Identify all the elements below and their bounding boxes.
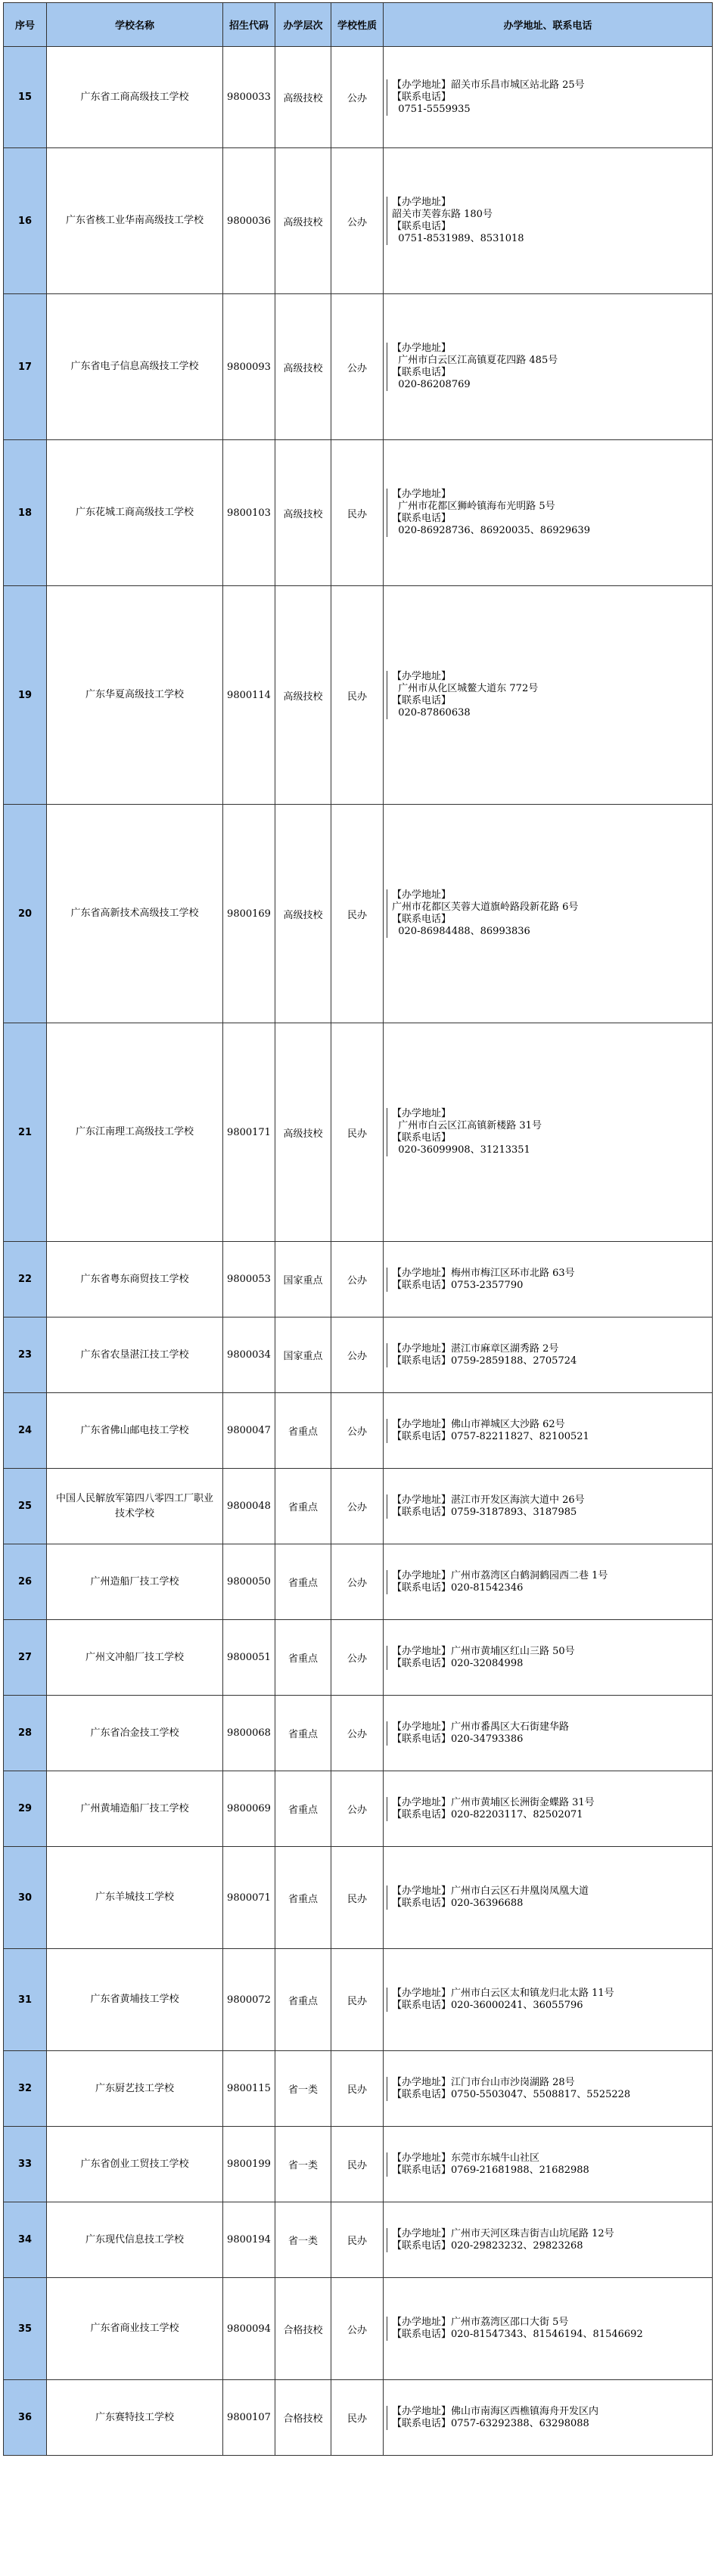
contact-line: 【联系电话】020-81542346 [392,1581,524,1594]
contact-block [387,1419,712,1443]
contact-cell [384,1023,713,1242]
contact-line: 广州市白云区江高镇夏花四路 485号 [392,355,558,366]
contact-block [387,2077,712,2101]
table-row [4,1469,713,1544]
contact-block [387,2152,712,2177]
contact-block [387,1494,712,1519]
school-level: 合格技校 [275,2278,331,2380]
school-nature: 公办 [331,294,384,440]
row-seq: 35 [4,2278,47,2380]
enroll-code: 9800093 [223,294,275,440]
contact-line: 【联系电话】0757-82211827、82100521 [392,1430,589,1442]
school-nature: 民办 [331,586,384,805]
table-row [4,148,713,294]
school-level: 高级技校 [275,47,331,148]
row-seq: 29 [4,1771,47,1847]
enroll-code: 9800115 [223,2051,275,2127]
contact-block [387,1646,712,1670]
school-name: 广州黄埔造船厂技工学校 [47,1771,223,1847]
row-seq: 15 [4,47,47,148]
contact-cell [384,805,713,1023]
school-level: 高级技校 [275,440,331,586]
school-nature: 民办 [331,1023,384,1242]
contact-line: 【办学地址】佛山市南海区西樵镇海舟开发区内 [392,2405,599,2417]
table-row [4,1317,713,1393]
table-row [4,2127,713,2202]
school-nature: 公办 [331,2278,384,2380]
enroll-code: 9800199 [223,2127,275,2202]
enroll-code: 9800069 [223,1771,275,1847]
contact-line: 【联系电话】020-29823232、29823268 [392,2239,583,2252]
school-level: 国家重点 [275,1242,331,1317]
contact-line: 【联系电话】 [392,91,452,103]
contact-line: 【办学地址】广州市荔湾区白鹤洞鹤园西二巷 1号 [392,1569,608,1581]
school-level: 高级技校 [275,294,331,440]
enroll-code: 9800047 [223,1393,275,1469]
school-name: 广东省农垦湛江技工学校 [47,1317,223,1393]
contact-line: 【联系电话】 [392,221,452,232]
table-row [4,440,713,586]
contact-line: 【联系电话】 [392,695,452,706]
school-level: 省重点 [275,1696,331,1771]
contact-line: 【办学地址】 [392,671,452,682]
contact-line: 【联系电话】 [392,367,452,378]
contact-line: 广州市白云区江高镇新楼路 31号 [392,1120,542,1131]
contact-line: 【办学地址】湛江市麻章区湖秀路 2号 [392,1342,559,1355]
contact-line: 【办学地址】 [392,1108,452,1119]
contact-line: 广州市花都区狮岭镇海布光明路 5号 [392,501,555,512]
contact-block [387,343,712,391]
contact-cell [384,1544,713,1620]
contact-line: 【办学地址】韶关市乐昌市城区站北路 25号 [392,79,585,91]
contact-cell [384,1393,713,1469]
row-seq: 31 [4,1949,47,2051]
enroll-code: 9800169 [223,805,275,1023]
school-name: 广东省工商高级技工学校 [47,47,223,148]
enroll-code: 9800068 [223,1696,275,1771]
table-row [4,1949,713,2051]
contact-line: 【办学地址】梅州市梅江区环市北路 63号 [392,1267,575,1279]
contact-line: 020-86928736、86920035、86929639 [392,525,590,536]
school-nature: 公办 [331,1242,384,1317]
contact-block [387,197,712,245]
enroll-code: 9800072 [223,1949,275,2051]
school-level: 省重点 [275,1771,331,1847]
contact-block [387,2317,712,2341]
contact-line: 【办学地址】江门市台山市沙岗湖路 28号 [392,2076,575,2088]
school-name: 广东省商业技工学校 [47,2278,223,2380]
enroll-code: 9800103 [223,440,275,586]
contact-line: 【办学地址】 [392,197,452,208]
contact-line: 【办学地址】广州市黄埔区红山三路 50号 [392,1645,575,1657]
contact-block [387,1268,712,1292]
school-level: 高级技校 [275,586,331,805]
school-name: 广州造船厂技工学校 [47,1544,223,1620]
contact-cell [384,2127,713,2202]
school-level: 省一类 [275,2051,331,2127]
contact-cell [384,1949,713,2051]
contact-line: 【联系电话】020-36396688 [392,1898,524,1909]
table-row [4,586,713,805]
enroll-code: 9800050 [223,1544,275,1620]
contact-cell [384,1469,713,1544]
row-seq: 36 [4,2380,47,2456]
school-level: 合格技校 [275,2380,331,2456]
contact-block [387,1797,712,1821]
contact-line: 【联系电话】 [392,513,452,524]
school-level: 省一类 [275,2127,331,2202]
contact-cell [384,2278,713,2380]
contact-block [387,2406,712,2430]
school-nature: 公办 [331,1393,384,1469]
row-seq: 32 [4,2051,47,2127]
school-nature: 民办 [331,2202,384,2278]
school-nature: 民办 [331,805,384,1023]
school-nature: 公办 [331,1696,384,1771]
contact-line: 【办学地址】广州市黄埔区长洲街金蝶路 31号 [392,1796,595,1808]
contact-line: 【联系电话】020-32084998 [392,1657,524,1669]
row-seq: 24 [4,1393,47,1469]
contact-cell [384,440,713,586]
enroll-code: 9800034 [223,1317,275,1393]
contact-cell [384,1620,713,1696]
contact-cell [384,1771,713,1847]
header-nature: 学校性质 [331,3,384,47]
row-seq: 27 [4,1620,47,1696]
school-level: 省一类 [275,2202,331,2278]
contact-block [387,2228,712,2252]
header-level: 办学层次 [275,3,331,47]
contact-line: 【联系电话】0759-2859188、2705724 [392,1355,577,1367]
school-level: 国家重点 [275,1317,331,1393]
header-contact: 办学地址、联系电话 [384,3,713,47]
school-level: 高级技校 [275,148,331,294]
school-nature: 民办 [331,2051,384,2127]
contact-line: 广州市花都区芙蓉大道旗岭路段新花路 6号 [392,902,579,913]
contact-line: 【联系电话】0753-2357790 [392,1279,524,1291]
contact-line: 【联系电话】020-34793386 [392,1733,524,1745]
contact-cell [384,586,713,805]
contact-cell [384,1242,713,1317]
school-level: 省重点 [275,1393,331,1469]
school-nature: 公办 [331,1317,384,1393]
contact-cell [384,148,713,294]
row-seq: 34 [4,2202,47,2278]
school-name: 广东省电子信息高级技工学校 [47,294,223,440]
school-nature: 民办 [331,2127,384,2202]
contact-block [387,1988,712,2012]
row-seq: 21 [4,1023,47,1242]
row-seq: 20 [4,805,47,1023]
school-name: 广东省高新技术高级技工学校 [47,805,223,1023]
school-level: 省重点 [275,1620,331,1696]
contact-block [387,489,712,537]
table-row [4,1023,713,1242]
table-row [4,805,713,1023]
contact-block [387,1885,712,1910]
row-seq: 16 [4,148,47,294]
table-header-row [4,3,713,47]
contact-line: 【办学地址】东莞市东城牛山社区 [392,2152,540,2164]
table-body [4,47,713,2456]
table-row [4,1242,713,1317]
row-seq: 23 [4,1317,47,1393]
school-level: 高级技校 [275,805,331,1023]
enroll-code: 9800114 [223,586,275,805]
contact-line: 【办学地址】佛山市禅城区大沙路 62号 [392,1418,565,1430]
school-nature: 民办 [331,440,384,586]
school-nature: 公办 [331,1544,384,1620]
school-nature: 民办 [331,1949,384,2051]
contact-line: 【办学地址】广州市白云区太和镇龙归北太路 11号 [392,1988,614,1999]
table-row [4,1620,713,1696]
contact-line: 【联系电话】020-36000241、36055796 [392,2000,583,2011]
contact-line: 020-87860638 [392,707,471,718]
enroll-code: 9800051 [223,1620,275,1696]
contact-cell [384,2051,713,2127]
school-nature: 民办 [331,1847,384,1949]
enroll-code: 9800071 [223,1847,275,1949]
school-nature: 民办 [331,2380,384,2456]
row-seq: 26 [4,1544,47,1620]
contact-cell [384,1847,713,1949]
school-name: 广东省创业工贸技工学校 [47,2127,223,2202]
contact-line: 【联系电话】020-81547343、81546194、81546692 [392,2329,643,2340]
table-row [4,47,713,148]
contact-cell [384,1317,713,1393]
school-level: 省重点 [275,1544,331,1620]
contact-line: 【联系电话】0757-63292388、63298088 [392,2417,589,2429]
school-name: 广东华夏高级技工学校 [47,586,223,805]
contact-block [387,1721,712,1746]
table-row [4,1544,713,1620]
enroll-code: 9800036 [223,148,275,294]
contact-line: 【联系电话】0759-3187893、3187985 [392,1506,577,1518]
school-name: 广东省核工业华南高级技工学校 [47,148,223,294]
enroll-code: 9800194 [223,2202,275,2278]
row-seq: 28 [4,1696,47,1771]
row-seq: 25 [4,1469,47,1544]
school-nature: 公办 [331,1620,384,1696]
contact-line: 【办学地址】广州市番禺区大石街建华路 [392,1721,570,1733]
school-level: 省重点 [275,1847,331,1949]
school-name: 中国人民解放军第四八零四工厂职业技术学校 [47,1469,223,1544]
contact-line: 【联系电话】0750-5503047、5508817、5525228 [392,2088,631,2100]
row-seq: 19 [4,586,47,805]
contact-line: 广州市从化区城鳌大道东 772号 [392,683,539,694]
contact-line: 0751-5559935 [392,103,471,115]
row-seq: 17 [4,294,47,440]
contact-line: 【联系电话】 [392,914,452,925]
school-name: 广东赛特技工学校 [47,2380,223,2456]
enroll-code: 9800107 [223,2380,275,2456]
contact-cell [384,47,713,148]
row-seq: 30 [4,1847,47,1949]
contact-cell [384,2202,713,2278]
school-name: 广东省佛山邮电技工学校 [47,1393,223,1469]
contact-block [387,671,712,719]
contact-line: 【办学地址】 [392,343,452,354]
contact-cell [384,2380,713,2456]
table-row [4,1393,713,1469]
table-row [4,1696,713,1771]
contact-line: 【联系电话】020-82203117、82502071 [392,1808,583,1820]
contact-block [387,1570,712,1594]
contact-block [387,79,712,116]
contact-block [387,1108,712,1156]
school-level: 省重点 [275,1469,331,1544]
row-seq: 18 [4,440,47,586]
enroll-code: 9800048 [223,1469,275,1544]
table-row [4,294,713,440]
row-seq: 33 [4,2127,47,2202]
contact-line: 020-86984488、86993836 [392,926,530,937]
enroll-code: 9800171 [223,1023,275,1242]
school-name: 广东省黄埔技工学校 [47,1949,223,2051]
enroll-code: 9800053 [223,1242,275,1317]
enroll-code: 9800033 [223,47,275,148]
row-seq: 22 [4,1242,47,1317]
contact-line: 【办学地址】广州市荔湾区邵口大街 5号 [392,2317,569,2328]
contact-line: 【联系电话】 [392,1132,452,1144]
contact-block [387,889,712,938]
contact-cell [384,1696,713,1771]
school-table [3,2,713,2456]
school-nature: 公办 [331,47,384,148]
contact-line: 0751-8531989、8531018 [392,233,524,244]
school-name: 广东现代信息技工学校 [47,2202,223,2278]
contact-line: 【办学地址】广州市天河区珠吉街吉山坑尾路 12号 [392,2227,614,2239]
header-name: 学校名称 [47,3,223,47]
school-name: 广东厨艺技工学校 [47,2051,223,2127]
table-row [4,2278,713,2380]
contact-line: 【办学地址】 [392,489,452,500]
table-row [4,2202,713,2278]
school-name: 广东花城工商高级技工学校 [47,440,223,586]
school-level: 省重点 [275,1949,331,2051]
contact-line: 韶关市芙蓉东路 180号 [392,209,493,220]
table-row [4,1771,713,1847]
contact-line: 020-86208769 [392,379,471,390]
contact-line: 【联系电话】0769-21681988、21682988 [392,2164,589,2176]
enroll-code: 9800094 [223,2278,275,2380]
school-name: 广州文冲船厂技工学校 [47,1620,223,1696]
contact-block [387,1343,712,1367]
table-row [4,2380,713,2456]
school-nature: 公办 [331,1771,384,1847]
school-name: 广东省冶金技工学校 [47,1696,223,1771]
school-level: 高级技校 [275,1023,331,1242]
contact-cell [384,294,713,440]
table-row [4,2051,713,2127]
contact-line: 【办学地址】湛江市开发区海滨大道中 26号 [392,1494,585,1506]
school-name: 广东江南理工高级技工学校 [47,1023,223,1242]
header-code: 招生代码 [223,3,275,47]
contact-line: 【办学地址】 [392,889,452,901]
school-nature: 公办 [331,148,384,294]
school-name: 广东羊城技工学校 [47,1847,223,1949]
header-seq: 序号 [4,3,47,47]
school-name: 广东省粤东商贸技工学校 [47,1242,223,1317]
school-nature: 公办 [331,1469,384,1544]
contact-line: 020-36099908、31213351 [392,1144,530,1156]
contact-line: 【办学地址】广州市白云区石井凰岗凤凰大道 [392,1885,589,1897]
table-row [4,1847,713,1949]
